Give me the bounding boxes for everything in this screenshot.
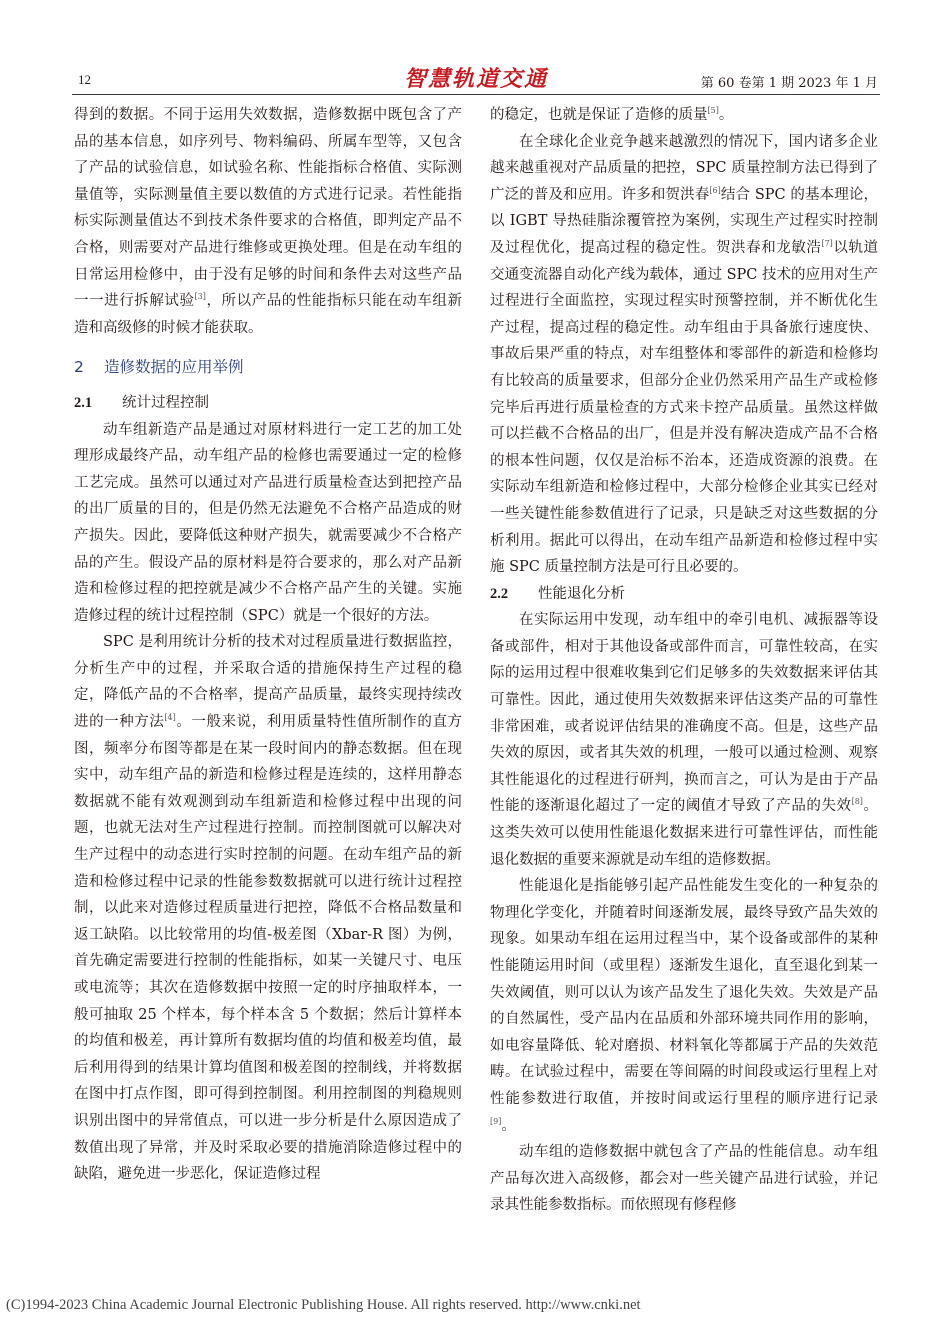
paragraph: 的稳定，也就是保证了造修的质量[5]。 [490,106,734,123]
paragraph: 在全球化企业竞争越来越激烈的情况下，国内诸多企业越来越重视对产品质量的把控，SPC 质量控制方法已得到了广泛的普及和应用。许多和贺洪春[6]结合 SPC 的基本理论，以 IGBT 导热硅脂涂覆管控为案例，实现生产过程实时控制及过程优化，提高过程的稳定性。贺洪春和龙敏浩[7]以轨道交通变流器自动化产线为载体，通过 SPC 技术的应用对生产过程进行全面监控，实现过程实时预警控制，并不断优化生产过程，提高过程的稳定性。动车组由于具备旅行速度快、事故后果严重的特点，对车组整体和零部件的新造和检修均有比较高的质量要求，但部分企业仍然采用产品生产或检修完毕后再进行质量检查的方式来卡控产品质量。虽然这样做可以拦截不合格品的出厂，但是并没有解决造成产品不合格的根本性问题，仅仅是治标不治本，还造成资源的浪费。在实际动车组新造和检修过程中，大部分检修企业其实已经对一些关键性能参数值进行了记录，只是缺乏对这些数据的分析利用。据此可以得出，在动车组产品新造和检修过程中实施 SPC 质量控制方法是可行且必要的。 [490,133,879,576]
right-column [490,102,878,1219]
left-column [74,102,462,1188]
page-header [72,60,880,95]
paragraph: 动车组的造修数据中就包含了产品的性能信息。动车组产品每次进入高级修，都会对一些关键产品进行试验，并记录其性能参数指标。而依照现有修程修 [490,1144,878,1214]
citation[interactable]: [5] [707,106,719,115]
journal-title: 智慧轨道交通 [403,66,548,92]
citation[interactable]: [7] [821,238,833,248]
page-number: 12 [78,72,91,87]
paragraph: 动车组新造产品是通过对原材料进行一定工艺的加工处理形成最终产品，动车组产品的检修也需要通过一定的检修工艺完成。虽然可以通过对产品进行质量检查达到把控产品的出厂质量的目的，但是仍然无法避免不合格产品造成的财产损失。因此，要降低这种财产损失，就需要减少不合格产品的产生。假设产品的原材料是符合要求的，那么对产品新造和检修过程的把控就是减少不合格产品产生的关键。实施造修过程的统计过程控制（SPC）就是一个很好的方法。 [74,421,462,624]
subsection-heading: 2.2 性能退化分析 [490,585,625,602]
citation[interactable]: [4] [164,713,176,723]
paragraph: 得到的数据。不同于运用失效数据，造修数据中既包含了产品的基本信息，如序列号、物料编码、所属车型等，又包含了产品的试验信息，如试验名称、性能指标合格值、实际测量值等，实际测量值主要以数值的方式进行记录。若性能指标实际测量值达不到技术条件要求的合格值，即判定产品不合格，则需要对产品进行维修或更换处理。但是在动车组的日常运用检修中，由于没有足够的时间和条件去对这些产品一一进行拆解试验[3]，所以产品的性能指标只能在动车组新造和高级修的时候才能获取。 [74,107,462,336]
citation[interactable]: [8] [851,797,863,807]
copyright-footer: (C)1994-2023 China Academic Journal Electronic Publishing House. All rights reserved. http://www.cnki.net [6,1297,641,1313]
issue-info: 第 60 卷第 1 期 2023 年 1 月 [700,76,878,91]
paragraph: 在实际运用中发现，动车组中的牵引电机、减振器等设备或部件，相对于其他设备或部件而言，可靠性较高，在实际的运用过程中很难收集到它们足够多的失效数据来评估其可靠性。因此，通过使用失效数据来评估这类产品的可靠性非常困难，或者说评估结果的准确度不高。但是，这些产品失效的原因，或者其失效的机理，一般可以通过检测、观察其性能退化的过程进行研判，换而言之，可认为是由于产品性能的逐渐退化超过了一定的阈值才导致了产品的失效[8]。这类失效可以使用性能退化数据来进行可靠性评估，而性能退化数据的重要来源就是动车组的造修数据。 [490,612,879,868]
paragraph: SPC 是利用统计分析的技术对过程质量进行数据监控，分析生产中的过程，并采取合适的措施保持生产过程的稳定，降低产品的不合格率，提高产品质量，最终实现持续改进的一种方法[4]。一般来说，利用质量特性值所制作的直方图，频率分布图等都是在某一段时间内的静态数据。但在现实中，动车组产品的新造和检修过程是连续的，这样用静态数据就不能有效观测到动车组新造和检修过程中出现的问题，也就无法对生产过程进行控制。而控制图就可以解决对生产过程中的动态进行实时控制的问题。在动车组产品的新造和检修过程中记录的性能参数数据就可以进行统计过程控制，以此来对造修过程质量进行把控，降低不合格品数量和返工缺陷。以比较常用的均值-极差图（Xbar-R 图）为例，首先确定需要进行控制的性能指标，如某一关键尺寸、电压或电流等；其次在造修数据中按照一定的时序抽取样本，一般可抽取 25 个样本，每个样本含 5 个数据；然后计算样本的均值和极差，再计算所有数据均值的均值和极差均值，最后利用得到的结果计算均值图和极差图的控制线，并将数据在图中打点作图，即可得到控制图。利用控制图的判稳规则识别出图中的异常值点，可以进一步分析是什么原因造成了数值出现了异常，并及时采取必要的措施消除造修过程中的缺陷，避免进一步恶化，保证造修过程 [74,634,463,1183]
paragraph: 性能退化是指能够引起产品性能发生变化的一种复杂的物理化学变化，并随着时间逐渐发展，最终导致产品失效的现象。如果动车组在运用过程当中，某个设备或部件的某种性能随运用时间（或里程）逐渐发生退化，直至退化到某一失效阈值，则可以认为该产品发生了退化失效。失效是产品的自然属性，受产品内在品质和外部环境共同作用的影响，如电容量降低、轮对磨损、材料氧化等都属于产品的失效范畴。在试验过程中，需要在等间隔的时间段或运行里程上对性能参数进行取值，并按时间或运行里程的顺序进行记录[9]。 [490,878,878,1134]
subsection-heading: 2.1 统计过程控制 [74,394,209,411]
citation[interactable]: [9] [490,1116,502,1126]
citation[interactable]: [3] [194,292,206,302]
citation[interactable]: [6] [709,185,721,195]
section-heading: 2 造修数据的应用举例 [74,358,244,377]
